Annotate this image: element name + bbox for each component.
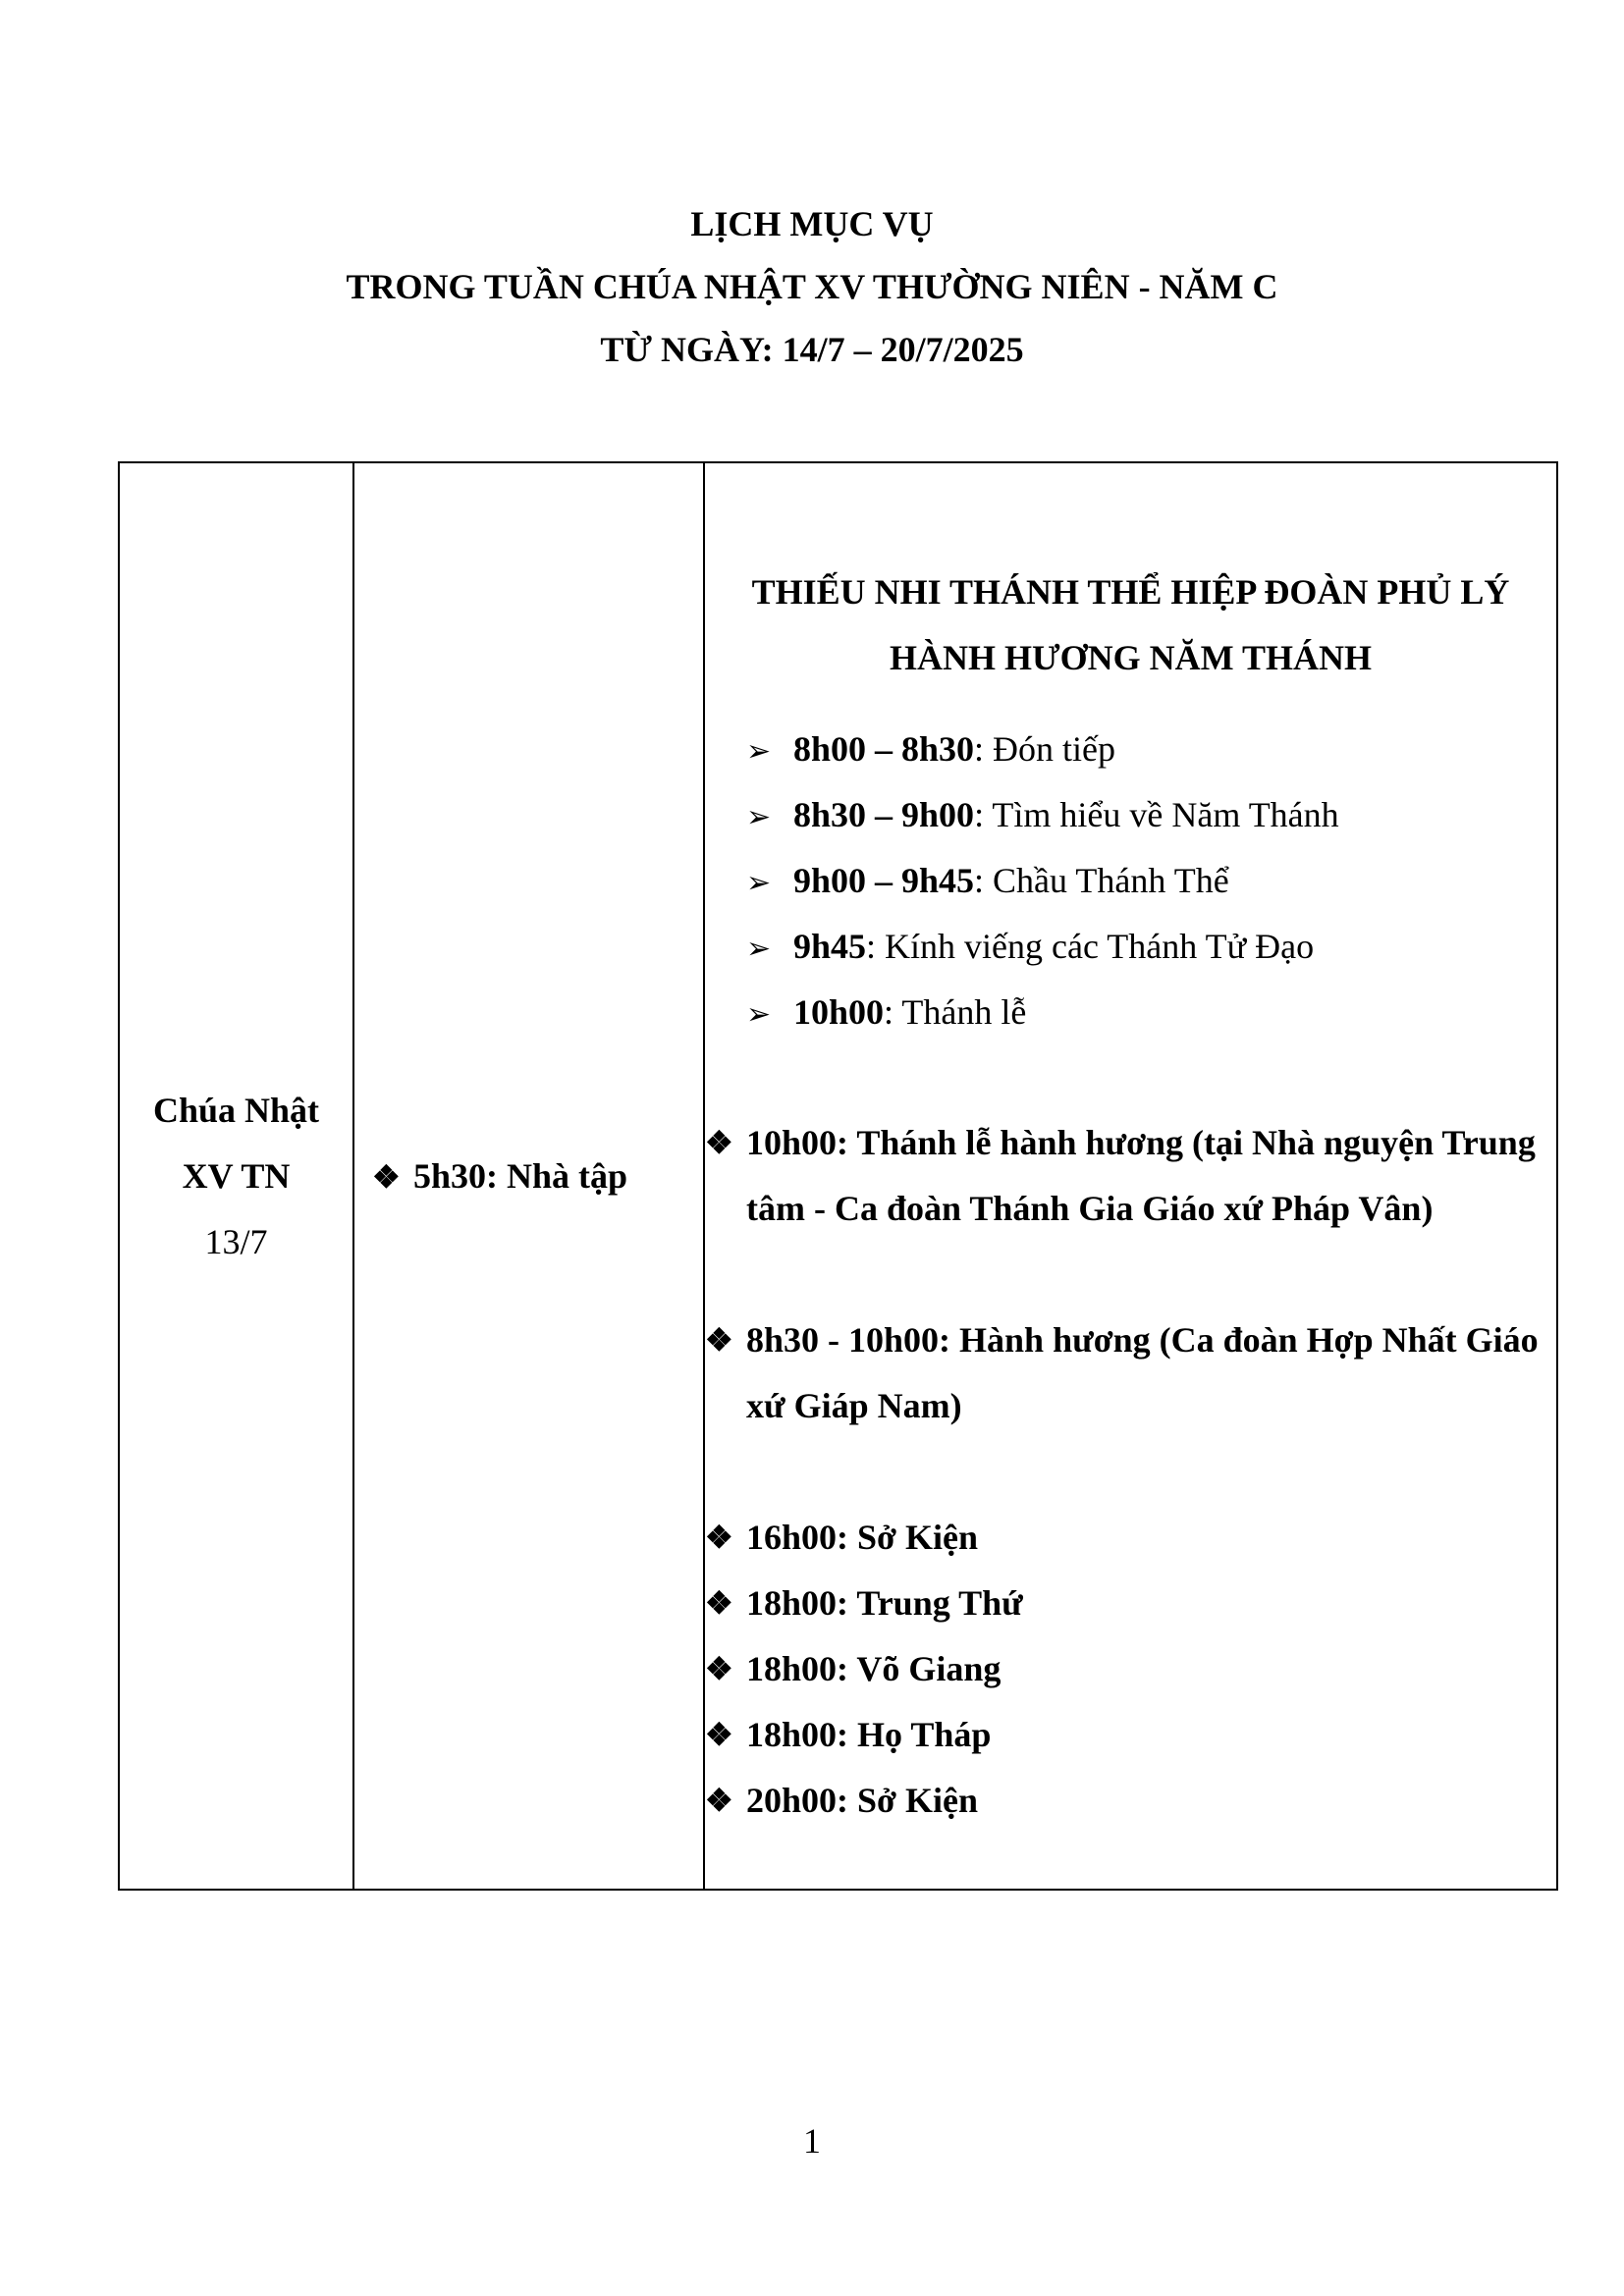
diamond-bullet-icon: ❖ <box>705 1651 733 1686</box>
early-mass-cell <box>353 462 704 1890</box>
diamond-bullet-icon: ❖ <box>372 1159 401 1195</box>
arrow-bullet-icon: ➢ <box>746 998 772 1031</box>
event-text: 8h30 - 10h00: Hành hương (Ca đoàn Hợp Nhất Giáo xứ Giáp Nam) <box>746 1320 1539 1425</box>
program-time: 10h00 <box>793 992 885 1032</box>
program-time: 9h45 <box>793 927 867 966</box>
diamond-bullet-icon: ❖ <box>705 1783 733 1818</box>
program-time-end: – 9h00 <box>866 795 975 834</box>
evening-mass-list <box>705 1505 1556 1834</box>
arrow-bullet-icon: ➢ <box>746 867 772 899</box>
day-week: XV TN <box>182 1155 291 1196</box>
list-item <box>705 1702 1556 1768</box>
diamond-bullet-icon: ❖ <box>705 1717 733 1752</box>
arrow-bullet-icon: ➢ <box>746 735 772 768</box>
diamond-bullet-icon: ❖ <box>705 1322 733 1358</box>
day-date: 13/7 <box>204 1221 268 1261</box>
list-item <box>746 980 1556 1045</box>
early-mass-item <box>354 1155 703 1197</box>
page-number: 1 <box>803 2121 821 2161</box>
event-text: 18h00: Võ Giang <box>746 1649 1001 1688</box>
list-item <box>705 1768 1556 1834</box>
program-desc: : Đón tiếp <box>974 729 1116 769</box>
list-item <box>705 1308 1556 1439</box>
diamond-bullet-icon: ❖ <box>705 1520 733 1555</box>
table-row <box>119 462 1557 1890</box>
program-desc: : Kính viếng các Thánh Tử Đạo <box>866 927 1315 966</box>
event-text: 10h00: Thánh lễ hành hương (tại Nhà nguyện Trung tâm - Ca đoàn Thánh Gia Giáo xứ Pháp Vân) <box>746 1123 1536 1228</box>
day-cell <box>119 462 353 1890</box>
diamond-bullet-icon: ❖ <box>705 1585 733 1621</box>
list-item <box>705 1636 1556 1702</box>
program-time: 8h30 <box>793 795 867 834</box>
list-item <box>746 848 1556 914</box>
list-item <box>705 1571 1556 1636</box>
arrow-bullet-icon: ➢ <box>746 801 772 833</box>
event-text: 20h00: Sở Kiện <box>746 1781 978 1820</box>
schedule-table <box>118 461 1558 1891</box>
early-mass-text: 5h30: Nhà tập <box>413 1156 628 1196</box>
list-item <box>705 1505 1556 1571</box>
event-text: 18h00: Trung Thứ <box>746 1583 1023 1623</box>
diamond-bullet-icon: ❖ <box>705 1125 733 1160</box>
main-events-cell <box>704 462 1557 1890</box>
date-range: TỪ NGÀY: 14/7 – 20/7/2025 <box>600 330 1024 369</box>
pilgrimage-title <box>705 560 1556 691</box>
pilgrimage-title-line1: THIẾU NHI THÁNH THỂ HIỆP ĐOÀN PHỦ LÝ <box>751 572 1510 612</box>
day-name: Chúa Nhật <box>152 1090 320 1130</box>
program-desc: : Thánh lễ <box>884 992 1027 1032</box>
program-time: 8h00 – 8h30 <box>793 729 975 769</box>
document-title: LỊCH MỤC VỤ <box>690 204 934 243</box>
list-item <box>746 914 1556 980</box>
event-text: 18h00: Họ Tháp <box>746 1715 992 1754</box>
document-header <box>0 192 1624 381</box>
program-desc: : Chầu Thánh Thể <box>974 861 1229 900</box>
program-desc: : Tìm hiểu về Năm Thánh <box>974 795 1339 834</box>
arrow-bullet-icon: ➢ <box>746 933 772 965</box>
program-list <box>705 717 1556 1045</box>
list-item <box>746 717 1556 782</box>
program-time: 9h00 – 9h45 <box>793 861 975 900</box>
list-item <box>746 782 1556 848</box>
pilgrimage-title-line2: HÀNH HƯƠNG NĂM THÁNH <box>890 638 1372 677</box>
list-item <box>705 1110 1556 1242</box>
document-subtitle: TRONG TUẦN CHÚA NHẬT XV THƯỜNG NIÊN - NĂM C <box>346 267 1278 306</box>
event-text: 16h00: Sở Kiện <box>746 1518 978 1557</box>
